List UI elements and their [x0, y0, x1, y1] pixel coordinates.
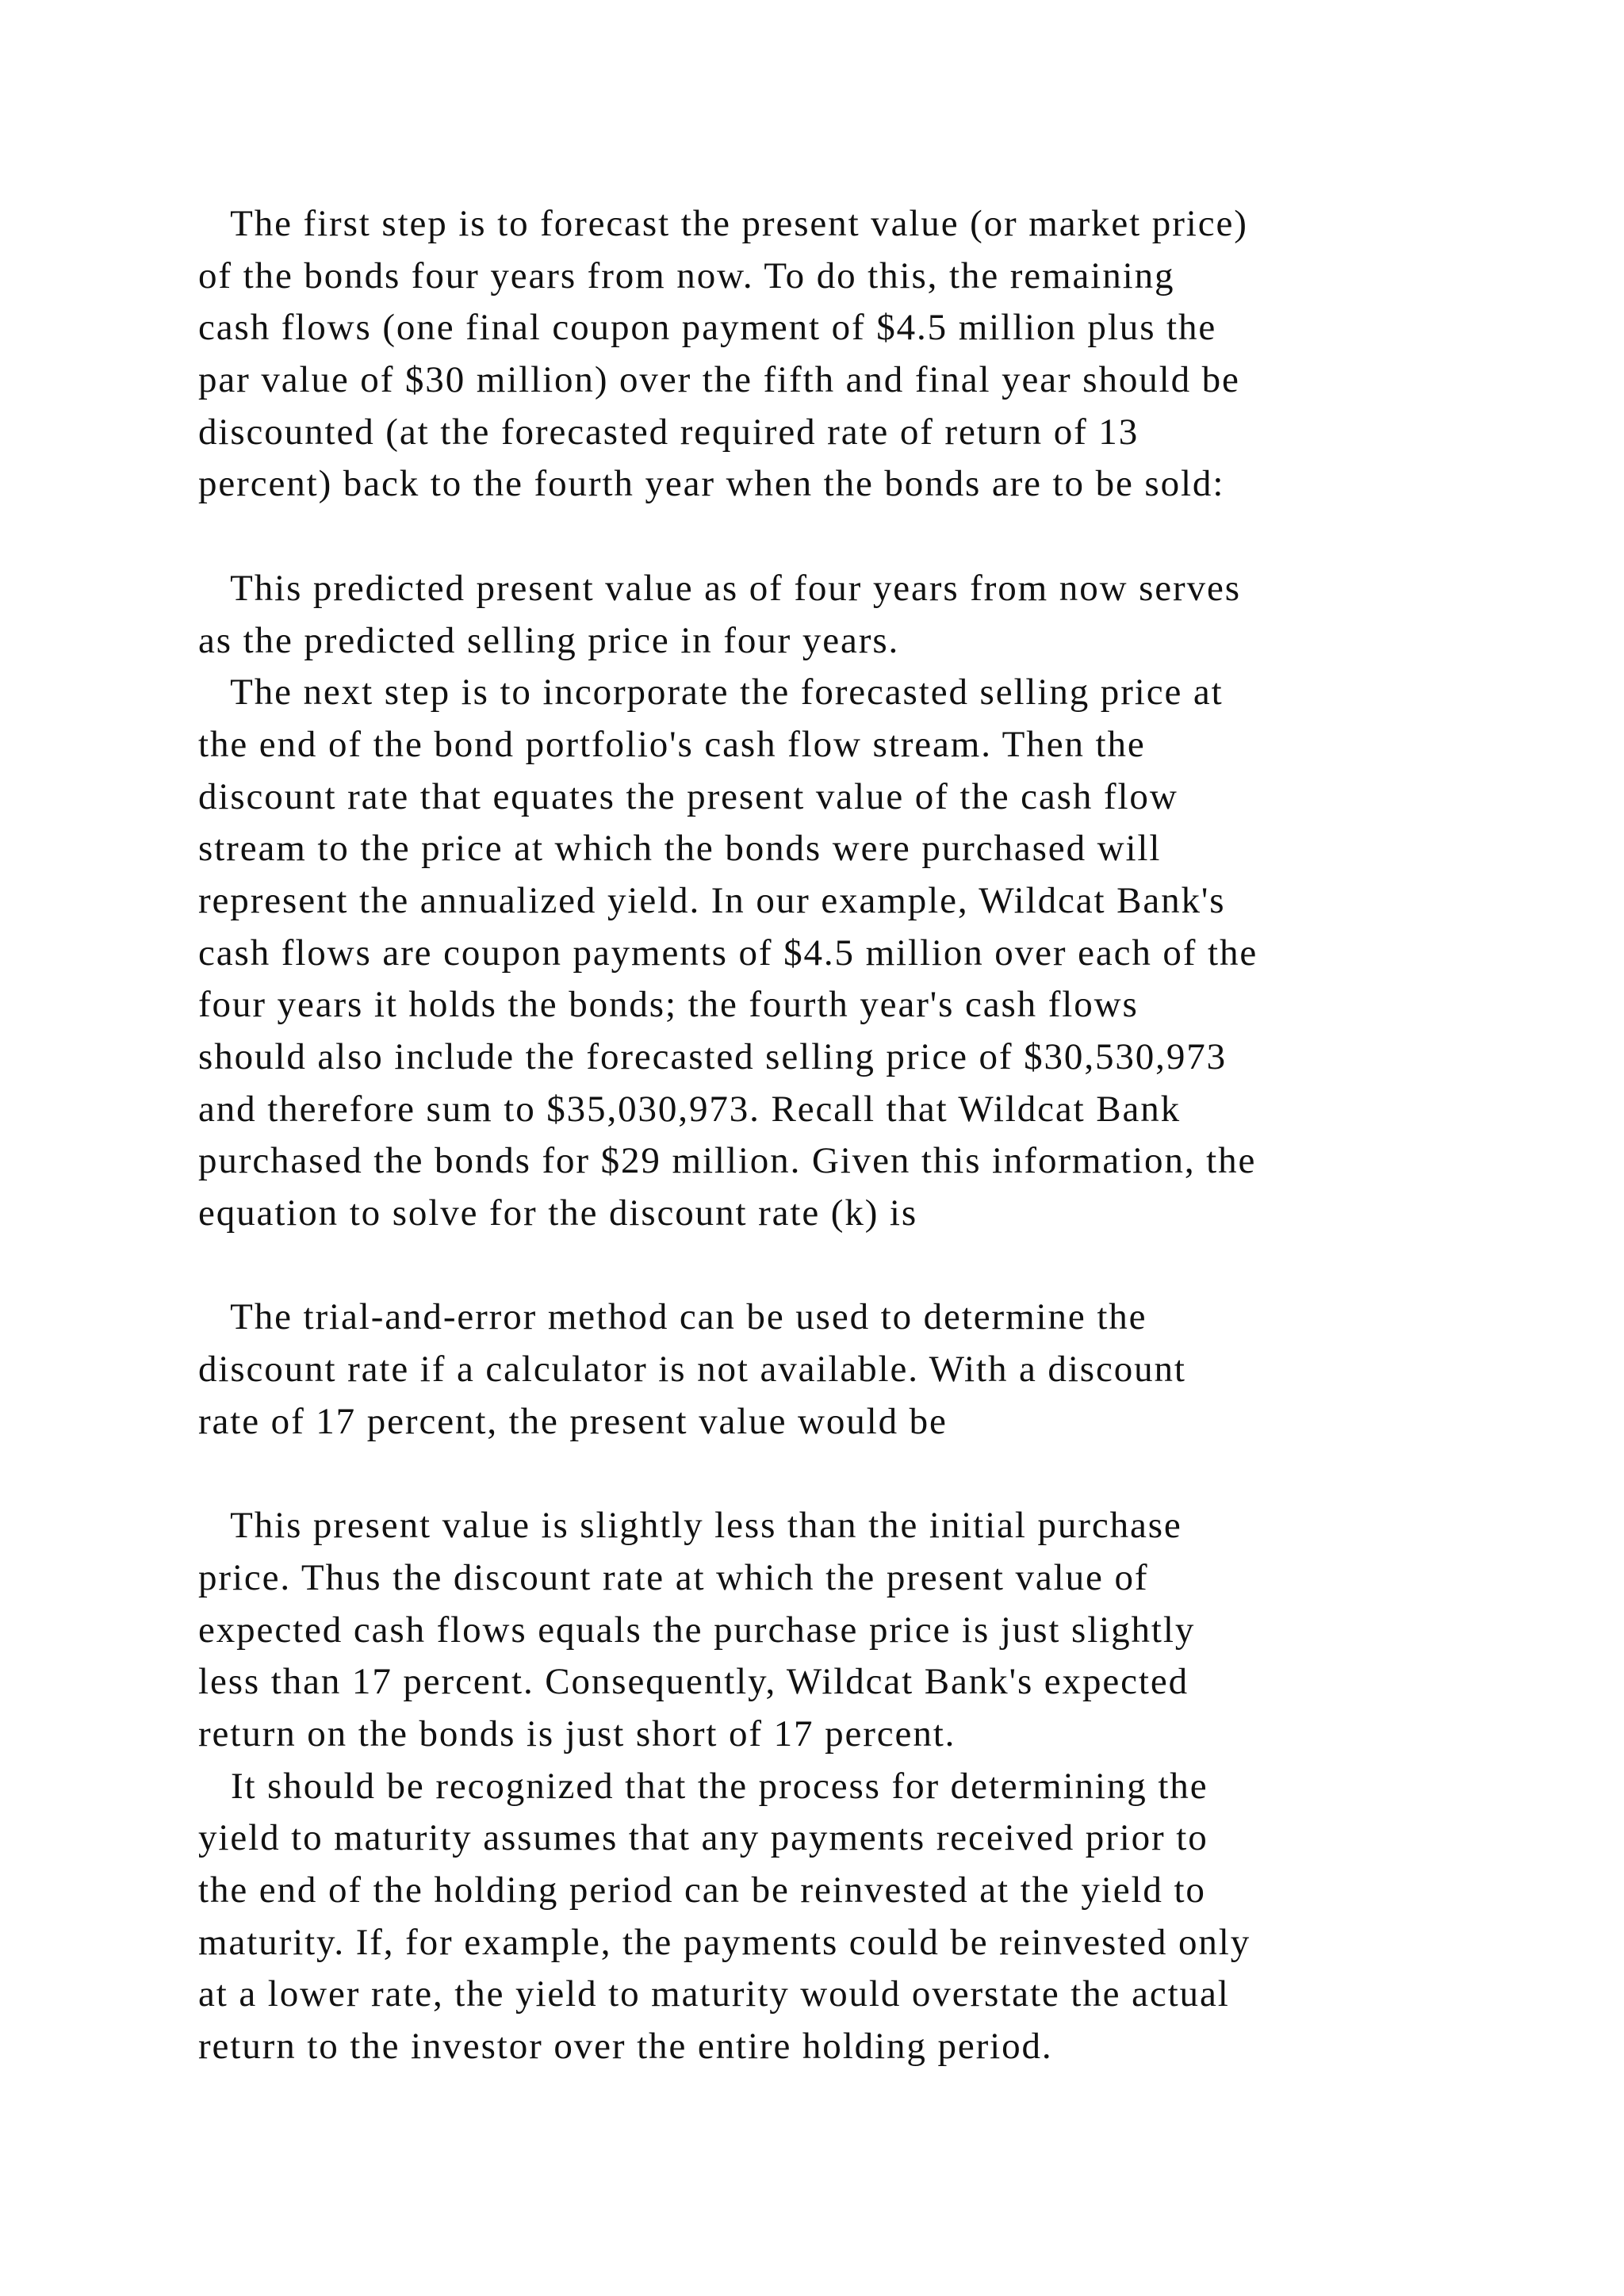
text-line: cash flows (one final coupon payment of $4.5 million plus the — [198, 307, 1217, 349]
text-line: rate of 17 percent, the present value would be — [198, 1400, 948, 1442]
text-line: The trial-and-error method can be used to determine the — [198, 1296, 1147, 1338]
text-line: should also include the forecasted selling price of $30,530,973 — [198, 1036, 1228, 1077]
body-text — [198, 198, 1467, 2073]
text-line: at a lower rate, the yield to maturity would overstate the actual — [198, 1973, 1230, 2015]
text-line: return on the bonds is just short of 17 percent. — [198, 1712, 956, 1755]
equation-gap — [198, 511, 1467, 563]
paragraph-trial-and-error — [198, 1292, 1467, 1448]
text-line: discount rate that equates the present value of the cash flow — [198, 775, 1178, 817]
text-line: expected cash flows equals the purchase price is just slightly — [198, 1609, 1196, 1651]
text-line: four years it holds the bonds; the fourth year's cash flows — [198, 984, 1139, 1026]
text-line: maturity. If, for example, the payments could be reinvested only — [198, 1921, 1251, 1963]
text-line: the end of the bond portfolio's cash flow stream. Then the — [198, 723, 1146, 765]
text-line: return to the investor over the entire holding period. — [198, 2026, 1053, 2068]
text-line: the end of the holding period can be reinvested at the yield to — [198, 1869, 1206, 1911]
paragraph-reinvestment-assumption — [198, 1761, 1467, 2073]
text-line: purchased the bonds for $29 million. Given this information, the — [198, 1140, 1257, 1182]
text-line: percent) back to the fourth year when the bonds are to be sold: — [198, 463, 1225, 505]
paragraph-predicted-selling-price — [198, 563, 1467, 667]
text-line: This present value is slightly less than the initial purchase — [198, 1505, 1182, 1547]
text-line: cash flows are coupon payments of $4.5 million over each of the — [198, 932, 1258, 974]
paragraph-annualized-yield — [198, 667, 1467, 1240]
text-line: par value of $30 million) over the fifth and final year should be — [198, 359, 1240, 401]
text-line: The first step is to forecast the present value (or market price) — [198, 203, 1248, 244]
paragraph-present-value-comparison — [198, 1500, 1467, 1760]
text-line: The next step is to incorporate the forecasted selling price at — [198, 672, 1224, 714]
equation-gap — [198, 1448, 1467, 1501]
text-line: as the predicted selling price in four years. — [198, 619, 900, 661]
text-line: of the bonds four years from now. To do this, the remaining — [198, 254, 1175, 297]
text-line: This predicted present value as of four years from now serves — [198, 567, 1241, 609]
text-line: discount rate if a calculator is not available. With a discount — [198, 1349, 1186, 1391]
text-line: less than 17 percent. Consequently, Wildcat Bank's expected — [198, 1661, 1189, 1703]
text-line: stream to the price at which the bonds were purchased will — [198, 828, 1162, 870]
equation-gap — [198, 1240, 1467, 1292]
text-line: yield to maturity assumes that any payments received prior to — [198, 1817, 1208, 1859]
text-line: discounted (at the forecasted required rate of return of 13 — [198, 411, 1139, 453]
paragraph-forecast-present-value — [198, 198, 1467, 511]
text-line: It should be recognized that the process for determining the — [198, 1765, 1208, 1807]
text-line: equation to solve for the discount rate (k) is — [198, 1192, 918, 1234]
text-line: and therefore sum to $35,030,973. Recall that Wildcat Bank — [198, 1088, 1182, 1130]
text-line: represent the annualized yield. In our example, Wildcat Bank's — [198, 879, 1226, 921]
text-line: price. Thus the discount rate at which the present value of — [198, 1556, 1149, 1598]
